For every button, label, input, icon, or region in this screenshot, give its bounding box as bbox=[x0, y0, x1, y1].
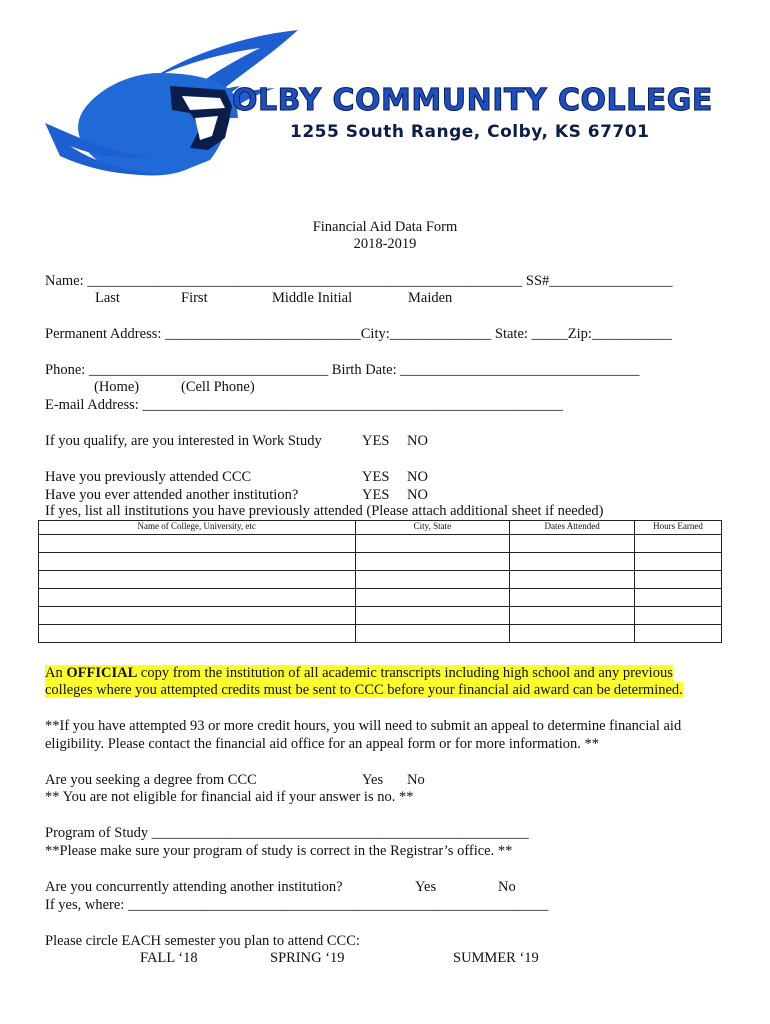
sub-label-home: (Home) bbox=[94, 379, 140, 395]
table-cell[interactable] bbox=[39, 553, 356, 571]
credit-notice-line1: **If you have attempted 93 or more credit hours, you will need to submit an appeal to determine financial aid bbox=[45, 718, 682, 734]
concurrent-no[interactable]: No bbox=[498, 879, 516, 895]
program-of-study-field[interactable]: Program of Study ____________________________________________________ bbox=[45, 825, 529, 841]
work-study-yes[interactable]: YES bbox=[362, 433, 390, 449]
semester-fall[interactable]: FALL ‘18 bbox=[140, 950, 198, 966]
work-study-no[interactable]: NO bbox=[407, 433, 428, 449]
name-field[interactable]: ____________________________________________________________ bbox=[87, 273, 523, 289]
form-year: 2018-2019 bbox=[353, 236, 417, 252]
attended-ccc-yes[interactable]: YES bbox=[362, 469, 390, 485]
table-row bbox=[39, 535, 722, 553]
table-cell[interactable] bbox=[510, 625, 635, 643]
semester-summer[interactable]: SUMMER ‘19 bbox=[453, 950, 539, 966]
table-row bbox=[39, 553, 722, 571]
table-row bbox=[39, 571, 722, 589]
credit-notice-line2: eligibility. Please contact the financial aid office for an appeal form or for more information. ** bbox=[45, 736, 600, 752]
address-field[interactable]: Permanent Address: ___________________________City:______________ State: _____Zip:___________ bbox=[45, 326, 672, 342]
concurrent-yes[interactable]: Yes bbox=[415, 879, 437, 895]
degree-note: ** You are not eligible for financial aid if your answer is no. ** bbox=[45, 789, 414, 805]
table-cell[interactable] bbox=[635, 589, 722, 607]
sub-label-first: First bbox=[181, 290, 208, 306]
table-cell[interactable] bbox=[355, 571, 510, 589]
table-cell[interactable] bbox=[39, 589, 356, 607]
attended-other-question: Have you ever attended another institution? bbox=[45, 487, 299, 503]
sub-label-maiden: Maiden bbox=[408, 290, 453, 306]
attended-ccc-no[interactable]: NO bbox=[407, 469, 428, 485]
institutions-instructions: If yes, list all institutions you have previously attended (Please attach additional sheet if needed) bbox=[45, 503, 604, 519]
official-line1-rest: copy from the institution of all academic transcripts including high school and any previous bbox=[137, 665, 673, 681]
table-cell[interactable] bbox=[510, 553, 635, 571]
table-cell[interactable] bbox=[635, 571, 722, 589]
table-row bbox=[39, 625, 722, 643]
college-name: OLBY COMMUNITY COLLEGE bbox=[232, 83, 713, 118]
official-bold-word: OFFICIAL bbox=[66, 665, 138, 681]
institution-history-table bbox=[38, 520, 722, 643]
semester-spring[interactable]: SPRING ‘19 bbox=[270, 950, 345, 966]
concurrent-question: Are you concurrently attending another institution? bbox=[45, 879, 343, 895]
work-study-question: If you qualify, are you interested in Work Study bbox=[45, 433, 322, 449]
sub-label-cell: (Cell Phone) bbox=[181, 379, 255, 395]
degree-yes[interactable]: Yes bbox=[362, 772, 384, 788]
table-cell[interactable] bbox=[510, 607, 635, 625]
phone-birthdate-field[interactable]: Phone: _________________________________ Birth Date: _________________________________ bbox=[45, 362, 640, 378]
college-address: 1255 South Range, Colby, KS 67701 bbox=[290, 122, 650, 142]
table-cell[interactable] bbox=[39, 625, 356, 643]
attended-other-yes[interactable]: YES bbox=[362, 487, 390, 503]
attended-other-no[interactable]: NO bbox=[407, 487, 428, 503]
table-cell[interactable] bbox=[635, 607, 722, 625]
table-cell[interactable] bbox=[39, 607, 356, 625]
col-header-hours: Hours Earned bbox=[635, 521, 722, 535]
table-row bbox=[39, 607, 722, 625]
email-field[interactable]: E-mail Address: __________________________________________________________ bbox=[45, 397, 563, 413]
table-cell[interactable] bbox=[510, 535, 635, 553]
table-cell[interactable] bbox=[355, 625, 510, 643]
table-cell[interactable] bbox=[39, 535, 356, 553]
col-header-dates: Dates Attended bbox=[510, 521, 635, 535]
sub-label-middle: Middle Initial bbox=[272, 290, 353, 306]
semester-prompt: Please circle EACH semester you plan to attend CCC: bbox=[45, 933, 360, 949]
table-header-row bbox=[39, 521, 722, 535]
sub-label-last: Last bbox=[95, 290, 120, 306]
table-cell[interactable] bbox=[355, 589, 510, 607]
table-cell[interactable] bbox=[39, 571, 356, 589]
table-cell[interactable] bbox=[510, 571, 635, 589]
official-notice-line2 bbox=[45, 682, 683, 699]
degree-question: Are you seeking a degree from CCC bbox=[45, 772, 257, 788]
concurrent-where-field[interactable]: If yes, where: __________________________________________________________ bbox=[45, 897, 549, 913]
official-line2-text: colleges where you attempted credits must be sent to CCC before your financial aid award can be determined. bbox=[45, 682, 683, 698]
ss-field[interactable]: SS#_________________ bbox=[522, 273, 673, 289]
official-prefix: An bbox=[45, 665, 67, 681]
table-cell[interactable] bbox=[355, 607, 510, 625]
attended-ccc-question: Have you previously attended CCC bbox=[45, 469, 252, 485]
official-notice-line1 bbox=[45, 665, 673, 682]
table-cell[interactable] bbox=[355, 553, 510, 571]
table-cell[interactable] bbox=[355, 535, 510, 553]
col-header-college: Name of College, University, etc bbox=[39, 521, 356, 535]
table-cell[interactable] bbox=[510, 589, 635, 607]
table-cell[interactable] bbox=[635, 535, 722, 553]
col-header-city-state: City, State bbox=[355, 521, 510, 535]
form-title: Financial Aid Data Form bbox=[312, 219, 458, 235]
table-cell[interactable] bbox=[635, 625, 722, 643]
name-label: Name: bbox=[45, 273, 88, 289]
table-cell[interactable] bbox=[635, 553, 722, 571]
table-row bbox=[39, 589, 722, 607]
program-note: **Please make sure your program of study is correct in the Registrar’s office. ** bbox=[45, 843, 513, 859]
name-row bbox=[45, 273, 673, 290]
degree-no[interactable]: No bbox=[407, 772, 425, 788]
